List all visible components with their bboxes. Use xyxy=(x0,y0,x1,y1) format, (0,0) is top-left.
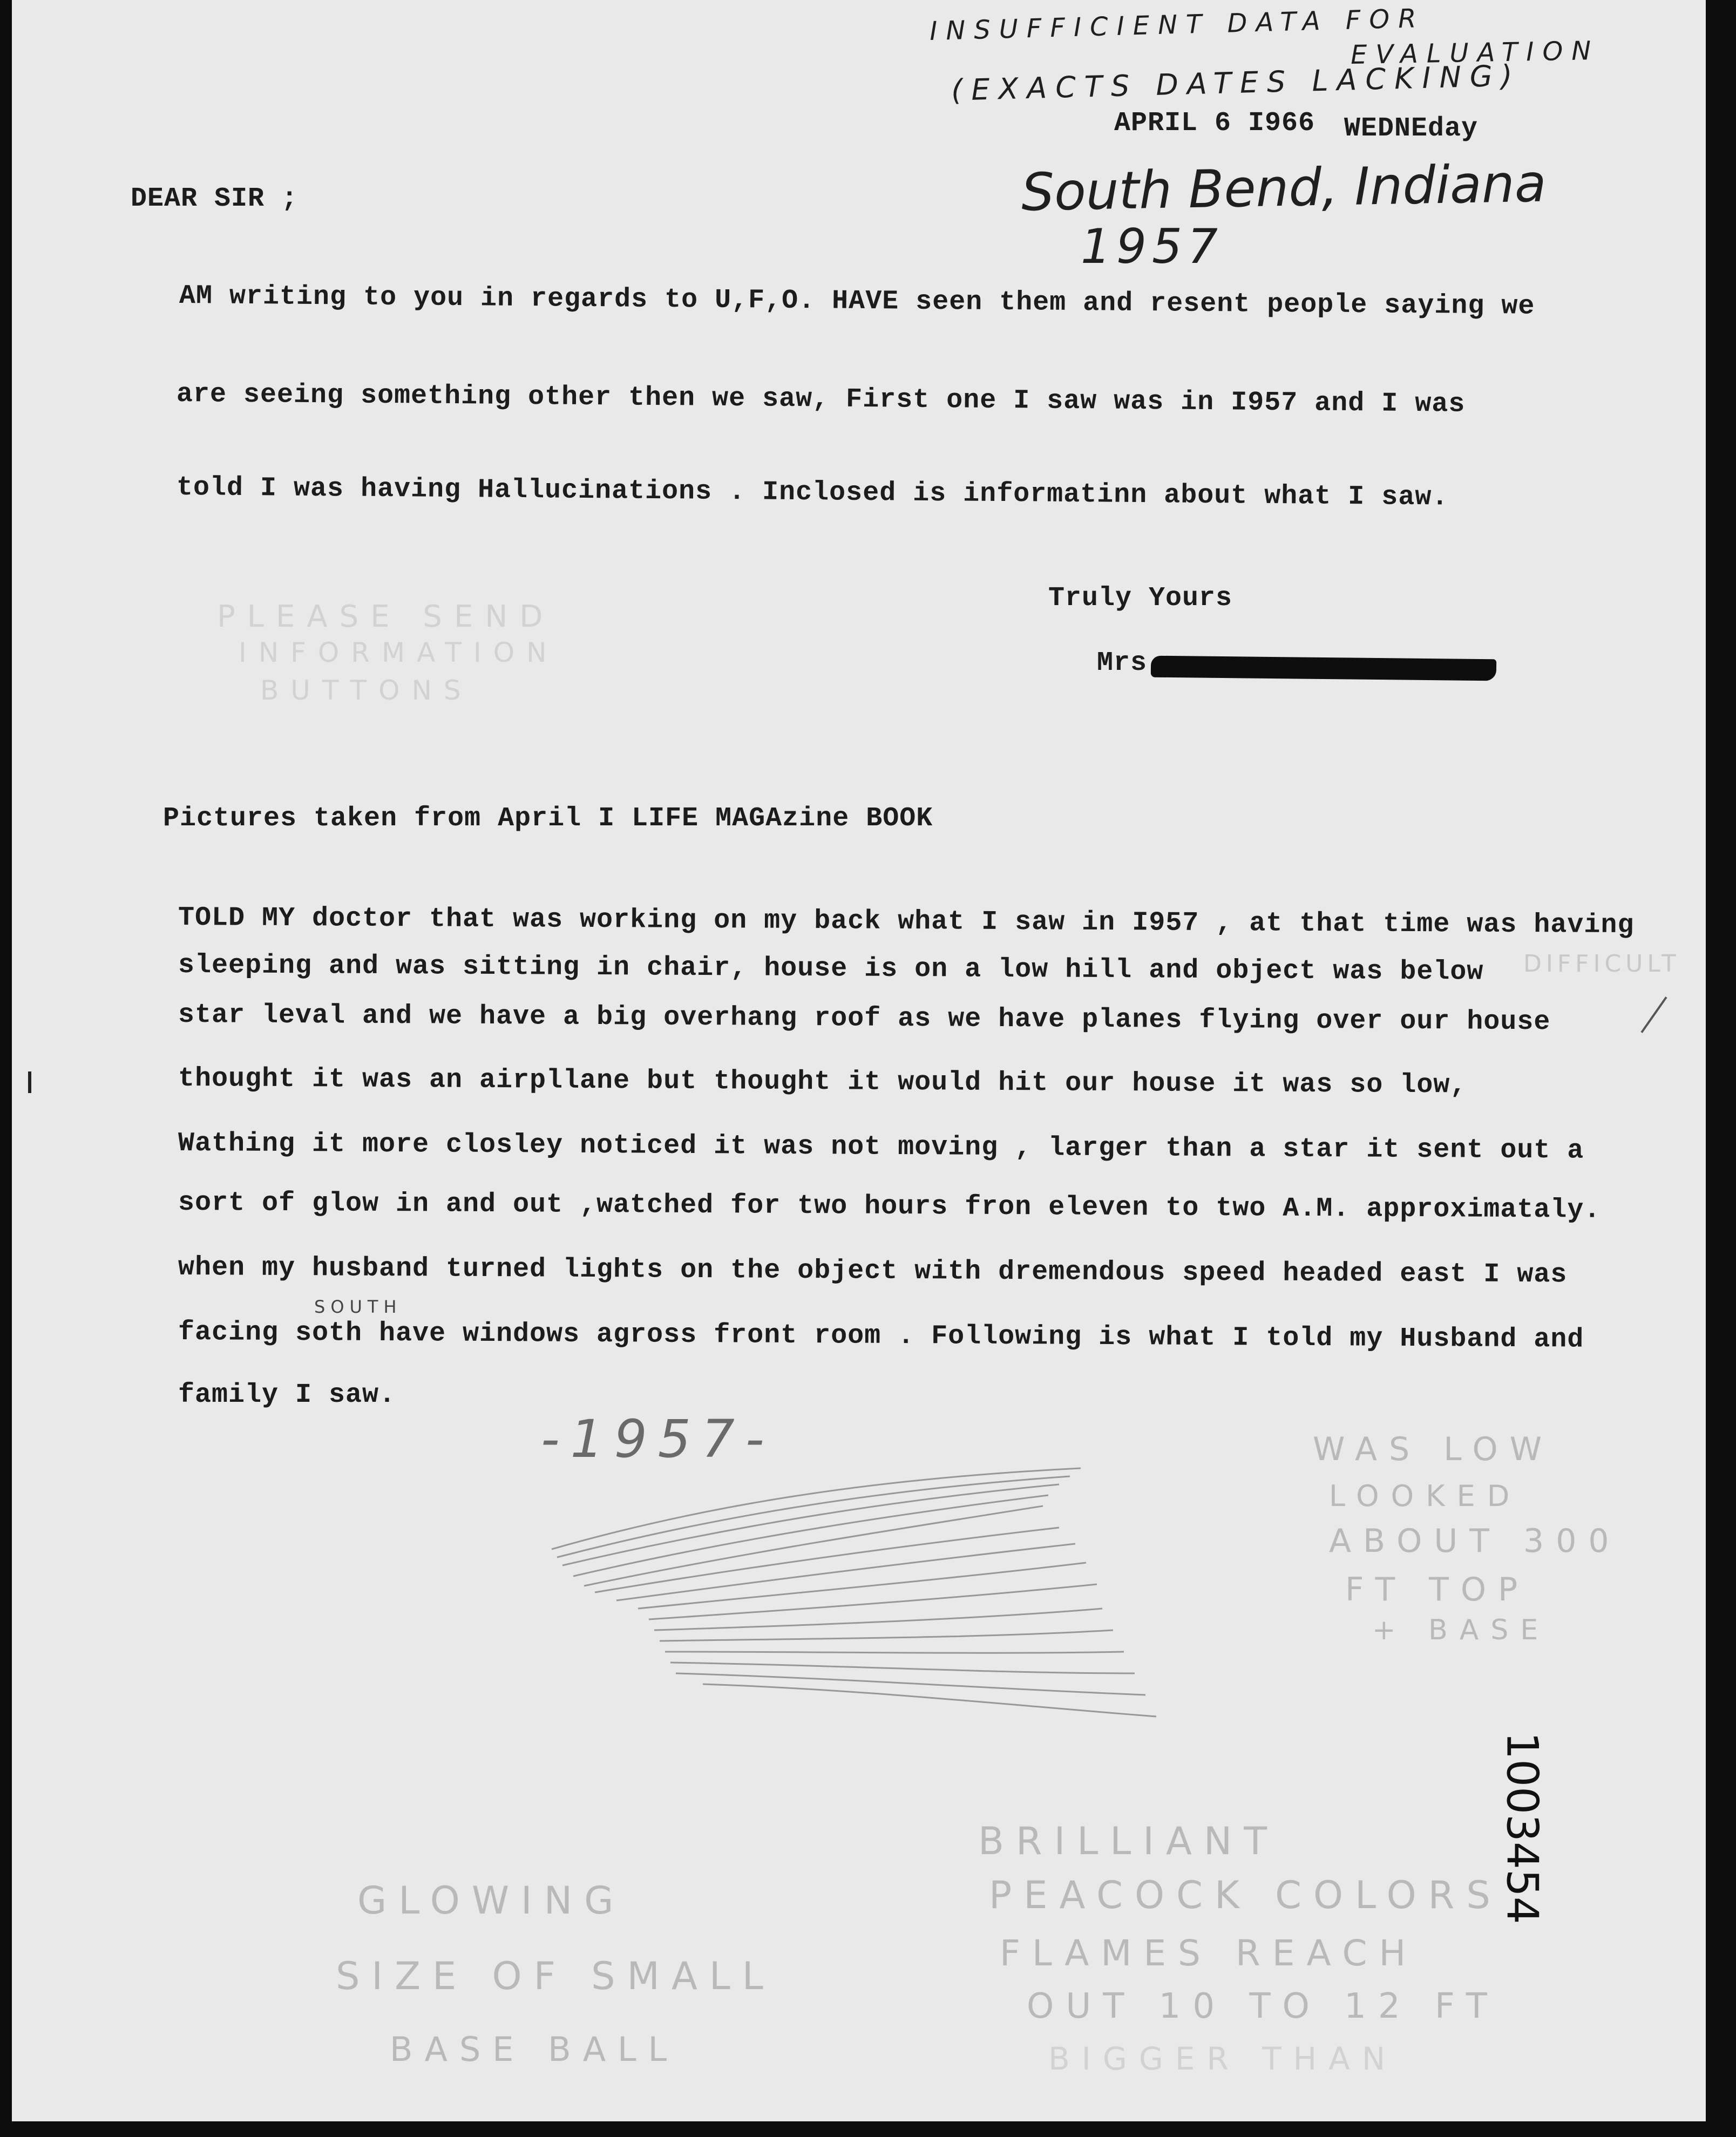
archive-number: 1003454 xyxy=(1497,1732,1548,1924)
size-note-line3: BASE BALL xyxy=(390,2030,679,2069)
document-page xyxy=(12,0,1706,2121)
color-note-line5: BIGGER THAN xyxy=(1048,2040,1398,2077)
letter-weekday: WEDNEday xyxy=(1344,113,1479,144)
size-note-line1: GLOWING xyxy=(357,1878,626,1923)
letter-line-2: are seeing something other then we saw, First one I saw was in I957 and I was xyxy=(176,379,1466,420)
faint-note-line2: INFORMATION xyxy=(239,637,559,668)
sketch-year-label: -1957- xyxy=(541,1409,775,1469)
letter-line-1: AM writing to you in regards to U,F,O. HAVE seen them and resent people saying we xyxy=(179,281,1535,322)
color-note-line4: OUT 10 TO 12 FT xyxy=(1027,1986,1499,2026)
redacted-signature xyxy=(1151,656,1496,681)
evaluation-annotation-line2: EVALUATION xyxy=(1350,35,1600,71)
margin-tick-mark xyxy=(1640,996,1667,1033)
scan-edge-mark xyxy=(28,1071,31,1093)
faint-note-line1: PLEASE SEND xyxy=(217,599,555,634)
account-line-6: sort of glow in and out ,watched for two hours fron eleven to two A.M. approximataly. xyxy=(178,1188,1601,1226)
south-correction: SOUTH xyxy=(314,1297,402,1317)
height-note-line4: FT TOP xyxy=(1345,1571,1530,1609)
faint-note-line3: BUTTONS xyxy=(260,675,473,706)
evaluation-annotation-line1: INSUFFICIENT DATA FOR xyxy=(929,3,1426,47)
signature-prefix: Mrs xyxy=(1097,648,1148,679)
height-note-line3: ABOUT 300 xyxy=(1329,1522,1621,1560)
account-line-2: sleeping and was sitting in chair, house is on a low hill and object was below xyxy=(178,950,1484,988)
account-line-7: when my husband turned lights on the object with dremendous speed headed east I was xyxy=(178,1252,1568,1291)
salutation: DEAR SIR ; xyxy=(131,184,299,214)
height-note-line1: WAS LOW xyxy=(1313,1430,1554,1468)
color-note-line1: BRILLIANT xyxy=(978,1819,1279,1863)
letter-date: APRIL 6 I966 xyxy=(1114,108,1315,139)
account-line-5: Wathing it more closley noticed it was not moving , larger than a star it sent out a xyxy=(178,1128,1584,1166)
account-heading: Pictures taken from April I LIFE MAGAzine BOOK xyxy=(163,803,933,834)
height-note-line5: + BASE xyxy=(1372,1614,1550,1646)
account-line-4: thought it was an airpllane but thought it would hit our house it was so low, xyxy=(178,1063,1467,1101)
size-note-line2: SIZE OF SMALL xyxy=(336,1954,775,1998)
account-line-8: facing soth have windows agross front room . Following is what I told my Husband and xyxy=(178,1317,1584,1355)
account-line-1: TOLD MY doctor that was working on my back what I saw in I957 , at that time was having xyxy=(178,903,1635,941)
color-note-line3: FLAMES REACH xyxy=(1000,1932,1418,1974)
height-note-line2: LOOKED xyxy=(1329,1479,1522,1513)
color-note-line2: PEACOCK COLORS xyxy=(989,1873,1502,1917)
handwritten-location: South Bend, Indiana xyxy=(1021,153,1547,223)
letter-line-3: told I was having Hallucinations . Inclosed is informatinn about what I saw. xyxy=(176,472,1449,513)
handwritten-year: 1957 xyxy=(1081,219,1223,274)
evaluation-annotation-line3: (EXACTS DATES LACKING) xyxy=(951,58,1522,107)
account-line-9: family I saw. xyxy=(178,1380,396,1410)
account-line-3: star leval and we have a big overhang roof as we have planes flying over our house xyxy=(178,1000,1551,1038)
closing: Truly Yours xyxy=(1048,583,1233,614)
ufo-sketch xyxy=(541,1447,1243,1749)
margin-note: DIFFICULT xyxy=(1523,950,1680,978)
